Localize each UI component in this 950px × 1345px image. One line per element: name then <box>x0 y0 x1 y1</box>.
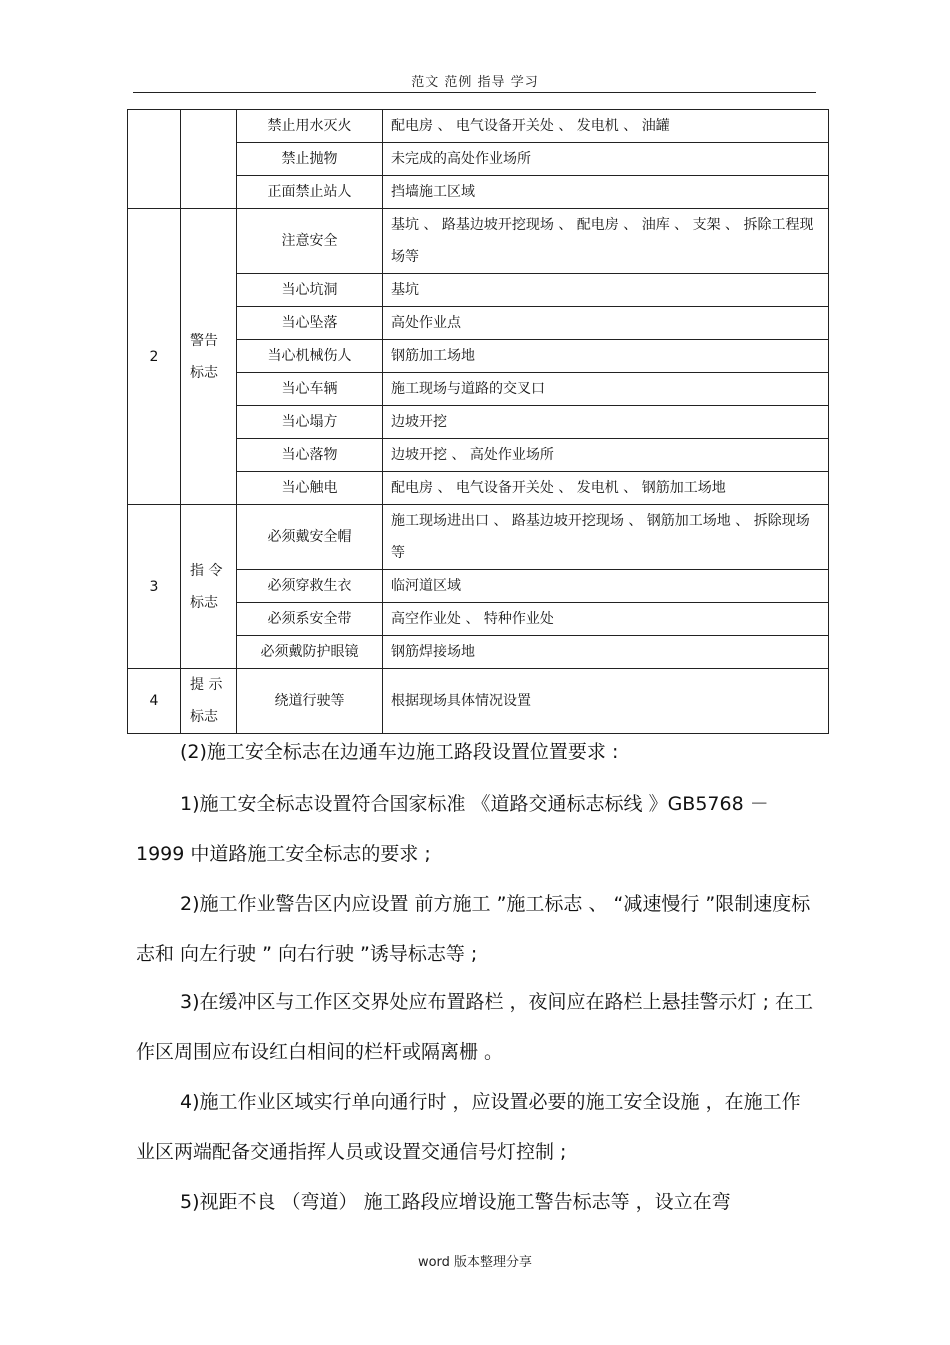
paragraph <box>136 1177 816 1227</box>
sign-name: 必须穿救生衣 <box>237 570 383 603</box>
sign-name: 当心塌方 <box>237 406 383 439</box>
sign-name: 必须戴防护眼镜 <box>237 636 383 669</box>
sign-location: 挡墙施工区域 <box>383 176 829 209</box>
paragraph <box>136 977 816 1077</box>
paragraph-text: 2)施工作业警告区内应设置 前方施工 ”施工标志 、 “减速慢行 ”限制速度标志和 向左行驶 ” 向右行驶 ”诱导标志等 ; <box>136 893 811 965</box>
sign-type-cell <box>181 110 237 209</box>
sign-location: 钢筋加工场地 <box>383 340 829 373</box>
sign-location: 基坑 <box>383 274 829 307</box>
sign-location: 基坑 、 路基边坡开挖现场 、 配电房 、 油库 、 支架 、 拆除工程现场等 <box>383 209 829 274</box>
row-number: 2 <box>128 209 181 505</box>
row-number <box>128 110 181 209</box>
sign-name: 绕道行驶等 <box>237 669 383 734</box>
safety-signs-table <box>127 109 829 734</box>
sign-type-line2: 标志 <box>190 709 218 725</box>
sign-location: 钢筋焊接场地 <box>383 636 829 669</box>
paragraph-text: 1)施工安全标志设置符合国家标准 《道路交通标志标线 》GB5768 －1999 中道路施工安全标志的要求 ; <box>136 793 769 865</box>
sign-name: 当心车辆 <box>237 373 383 406</box>
sign-name: 禁止用水灭火 <box>237 110 383 143</box>
paragraph <box>136 779 816 879</box>
sign-location: 施工现场进出口 、 路基边坡开挖现场 、 钢筋加工场地 、 拆除现场等 <box>383 505 829 570</box>
sign-location: 边坡开挖 、 高处作业场所 <box>383 439 829 472</box>
sign-type-line1: 警告 <box>190 332 218 349</box>
table-row <box>128 505 829 570</box>
sign-name: 当心机械伤人 <box>237 340 383 373</box>
sign-type-cell <box>181 669 237 734</box>
sign-location: 配电房 、 电气设备开关处 、 发电机 、 钢筋加工场地 <box>383 472 829 505</box>
sign-name: 当心坑洞 <box>237 274 383 307</box>
table-row <box>128 209 829 274</box>
sign-location: 施工现场与道路的交叉口 <box>383 373 829 406</box>
sign-type-line2: 标志 <box>190 594 218 611</box>
paragraph <box>136 727 816 777</box>
sign-location: 高空作业处 、 特种作业处 <box>383 603 829 636</box>
sign-location: 临河道区域 <box>383 570 829 603</box>
sign-name: 当心触电 <box>237 472 383 505</box>
sign-name: 必须系安全带 <box>237 603 383 636</box>
sign-name: 禁止抛物 <box>237 143 383 176</box>
sign-location: 未完成的高处作业场所 <box>383 143 829 176</box>
paragraph-text: 3)在缓冲区与工作区交界处应布置路栏 ，夜间应在路栏上悬挂警示灯 ; 在工作区周围应布设红白相间的栏杆或隔离栅 。 <box>136 991 814 1063</box>
table-row <box>128 110 829 143</box>
row-number: 3 <box>128 505 181 669</box>
sign-type-line1: 提 示 <box>190 677 223 693</box>
paragraph <box>136 879 816 979</box>
sign-name: 注意安全 <box>237 209 383 274</box>
paragraph <box>136 1077 816 1177</box>
table-row <box>128 669 829 734</box>
sign-location: 边坡开挖 <box>383 406 829 439</box>
sign-name: 当心落物 <box>237 439 383 472</box>
sign-type-cell <box>181 209 237 505</box>
sign-type-cell <box>181 505 237 669</box>
sign-name: 当心坠落 <box>237 307 383 340</box>
paragraph-text: 4)施工作业区域实行单向通行时 ，应设置必要的施工安全设施 ，在施工作业区两端配备交通指挥人员或设置交通信号灯控制 ; <box>136 1091 801 1163</box>
row-number: 4 <box>128 669 181 734</box>
header-divider <box>133 92 816 93</box>
paragraph-text: (2)施工安全标志在边通车边施工路段设置位置要求 : <box>180 741 619 763</box>
page-header: 范文 范例 指导 学习 <box>411 75 539 90</box>
sign-type-line2: 标志 <box>190 364 218 381</box>
page-footer: word 版本整理分享 <box>417 1255 533 1270</box>
sign-location: 高处作业点 <box>383 307 829 340</box>
sign-location: 根据现场具体情况设置 <box>383 669 829 734</box>
sign-type-line1: 指 令 <box>190 562 223 579</box>
sign-name: 正面禁止站人 <box>237 176 383 209</box>
sign-location: 配电房 、 电气设备开关处 、 发电机 、 油罐 <box>383 110 829 143</box>
sign-name: 必须戴安全帽 <box>237 505 383 570</box>
paragraph-text: 5)视距不良 （弯道） 施工路段应增设施工警告标志等 ，设立在弯 <box>180 1191 731 1213</box>
